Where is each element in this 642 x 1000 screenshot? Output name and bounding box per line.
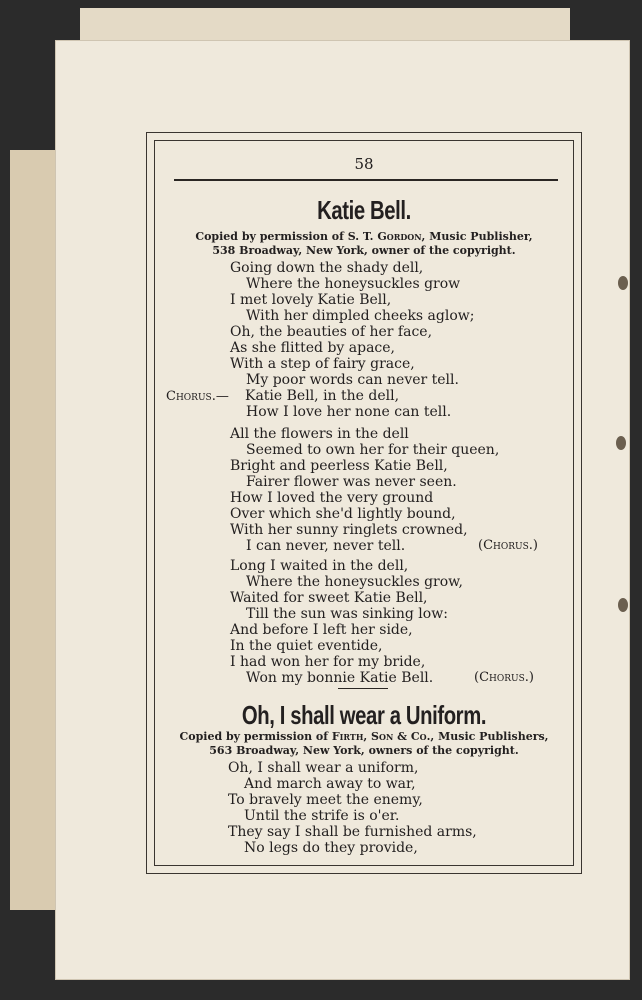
verse-line: Won my bonnie Katie Bell. (246, 670, 434, 686)
verse-line: Bright and peerless Katie Bell, (230, 458, 448, 474)
verse-line: As she flitted by apace, (230, 340, 395, 356)
page-number: 58 (354, 155, 374, 173)
song-title-uniform: Oh, I shall wear a Uniform. (241, 700, 487, 730)
song1-credit-pre: Copied by permission of (195, 230, 344, 243)
verse-line: Till the sun was sinking low: (246, 606, 448, 622)
song1-credit (160, 230, 568, 258)
verse-line: And march away to war, (244, 776, 416, 792)
song2-publisher-name: Firth, Son & Co., (331, 730, 435, 743)
verse-line: How I loved the very ground (230, 490, 434, 506)
verse-line: Where the honeysuckles grow, (246, 574, 463, 590)
verse-line: Seemed to own her for their queen, (246, 442, 500, 458)
song2-credit-post: Music Publishers, (438, 730, 549, 743)
chorus-marker: (Chorus.) (478, 538, 538, 553)
verse-line: In the quiet eventide, (230, 638, 383, 654)
chorus-line: How I love her none can tell. (246, 404, 452, 420)
verse-line: Long I waited in the dell, (230, 558, 409, 574)
song1-credit-post: Music Publisher, (429, 230, 533, 243)
song-title-katie-bell: Katie Bell. (317, 195, 411, 225)
verse-line: I had won her for my bride, (230, 654, 426, 670)
verse-line: I can never, never tell. (246, 538, 406, 554)
binding-hole (616, 436, 626, 450)
verse-line: Over which she'd lightly bound, (230, 506, 456, 522)
song1-credit-line-1 (160, 230, 568, 244)
verse-line: No legs do they provide, (244, 840, 418, 856)
header-rule (174, 179, 558, 181)
verse-line: And before I left her side, (230, 622, 413, 638)
verse-line: Oh, I shall wear a uniform, (228, 760, 419, 776)
song2-credit-line-1 (160, 730, 568, 744)
song2-credit (160, 730, 568, 758)
verse-line: Until the strife is o'er. (244, 808, 400, 824)
song-divider (338, 688, 388, 689)
binding-hole (618, 276, 628, 290)
verse-line: Where the honeysuckles grow (246, 276, 461, 292)
verse-line: With her sunny ringlets crowned, (230, 522, 468, 538)
verse-line: Oh, the beauties of her face, (230, 324, 433, 340)
verse-line: All the flowers in the dell (230, 426, 409, 442)
chorus-label: Chorus.— (166, 389, 229, 404)
verse-line: Fairer flower was never seen. (246, 474, 457, 490)
verse-line: My poor words can never tell. (246, 372, 459, 388)
verse-line: To bravely meet the enemy, (228, 792, 423, 808)
page-content (160, 150, 568, 856)
verse-line: They say I shall be furnished arms, (228, 824, 477, 840)
song1-credit-address: 538 Broadway, New York, owner of the copyright. (212, 244, 516, 257)
verse-line: With a step of fairy grace, (230, 356, 415, 372)
verse-line: With her dimpled cheeks aglow; (246, 308, 475, 324)
song2-credit-address: 563 Broadway, New York, owners of the copyright. (209, 744, 519, 757)
chorus-line: Katie Bell, in the dell, (245, 388, 400, 404)
song2-credit-pre: Copied by permission of (179, 730, 328, 743)
verse-line: Waited for sweet Katie Bell, (230, 590, 428, 606)
verse-line: Going down the shady dell, (230, 260, 424, 276)
binding-hole (618, 598, 628, 612)
song1-publisher-name: S. T. Gordon, (347, 230, 426, 243)
chorus-marker: (Chorus.) (474, 670, 534, 685)
verse-line: I met lovely Katie Bell, (230, 292, 392, 308)
